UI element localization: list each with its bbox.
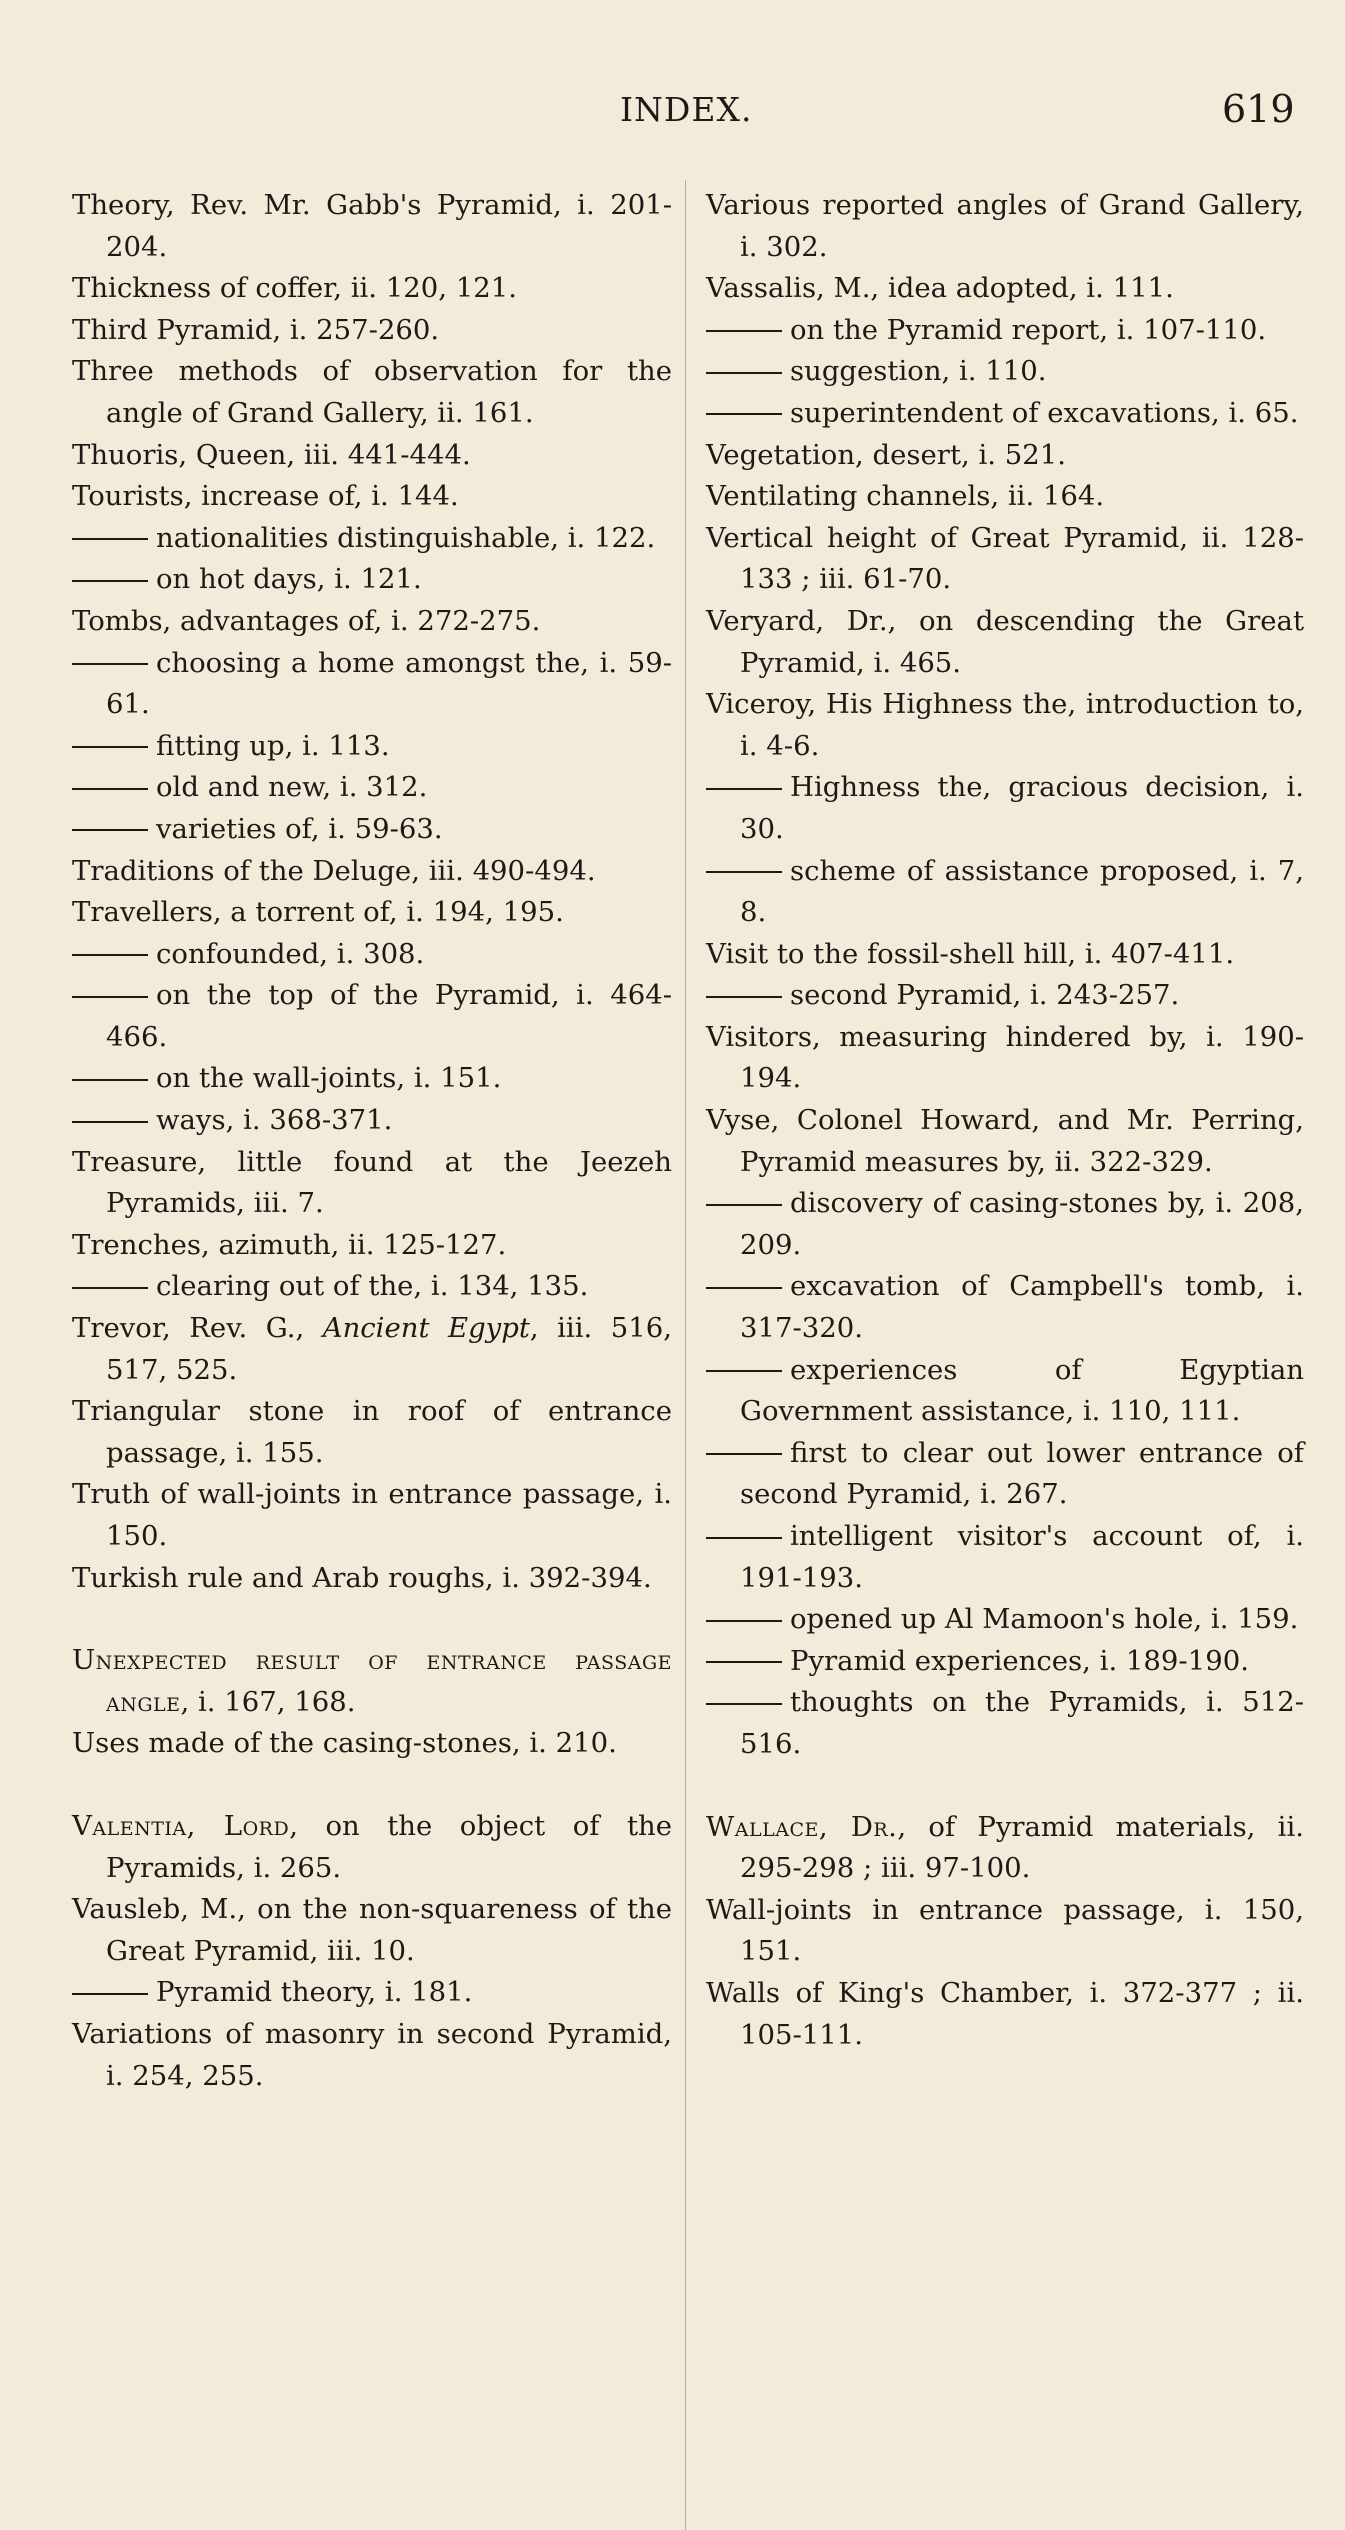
index-subentry — [706, 393, 1304, 435]
index-entry — [706, 1100, 1304, 1183]
entry-text: Pyramid experiences, i. 189-190. — [790, 1644, 1249, 1677]
index-column-left — [72, 185, 672, 2097]
entry-text: Traditions of the Deluge, iii. 490-494. — [72, 854, 596, 887]
entry-text: Pyramid theory, i. 181. — [156, 1976, 473, 2009]
index-entry — [72, 1806, 672, 1889]
running-title: INDEX. — [620, 90, 753, 129]
index-entry — [72, 435, 672, 477]
index-entry — [72, 310, 672, 352]
ditto-dash — [706, 1537, 782, 1539]
page-number: 619 — [1222, 87, 1295, 131]
ditto-dash — [72, 788, 148, 790]
index-entry — [72, 851, 672, 893]
ditto-dash — [706, 330, 782, 332]
index-subentry — [706, 1266, 1304, 1349]
index-subentry — [706, 1183, 1304, 1266]
entry-text: Tombs, advantages of, i. 272-275. — [72, 604, 541, 637]
entry-text: first to clear out lower entrance of second Pyramid, i. 267. — [740, 1436, 1304, 1511]
entry-text: on the wall-joints, i. 151. — [156, 1062, 502, 1095]
entry-text: , of Pyramid materials, ii. 295-298 ; iii. 97-100. — [740, 1810, 1304, 1885]
index-entry — [706, 518, 1304, 601]
index-entry — [72, 185, 672, 268]
entry-title-italic: Ancient Egypt — [322, 1312, 530, 1345]
entry-text: Vyse, Colonel Howard, and Mr. Perring, Pyramid measures by, ii. 322-329. — [706, 1104, 1304, 1178]
ditto-dash — [706, 996, 782, 998]
ditto-dash — [706, 1287, 782, 1289]
index-subentry — [72, 643, 672, 726]
entry-text: Vegetation, desert, i. 521. — [706, 438, 1066, 471]
entry-text: Vertical height of Great Pyramid, ii. 128-133 ; iii. 61-70. — [706, 521, 1304, 596]
index-subentry — [706, 310, 1304, 352]
index-subentry — [706, 975, 1304, 1017]
ditto-dash — [706, 1620, 782, 1622]
index-entry — [72, 1225, 672, 1267]
index-entry — [72, 268, 672, 310]
entry-text: Visit to the fossil-shell hill, i. 407-411. — [706, 937, 1235, 970]
index-subentry — [72, 1100, 672, 1142]
index-subentry — [706, 1682, 1304, 1765]
entry-text: Thickness of coffer, ii. 120, 121. — [72, 272, 517, 305]
index-entry — [72, 601, 672, 643]
index-entry — [72, 1391, 672, 1474]
entry-text: , on the object of the Pyramids, i. 265. — [106, 1809, 672, 1884]
ditto-dash — [706, 413, 782, 415]
entry-text: fitting up, i. 113. — [156, 729, 390, 762]
index-subentry — [706, 1516, 1304, 1599]
entry-text: intelligent visitor's account of, i. 191-193. — [740, 1520, 1304, 1594]
index-subentry — [72, 726, 672, 768]
index-subentry — [72, 809, 672, 851]
index-subentry — [706, 1350, 1304, 1433]
index-entry — [72, 892, 672, 934]
entry-text-after: , iii. 516, 517, 525. — [106, 1312, 672, 1386]
ditto-dash — [706, 1204, 782, 1206]
index-subentry — [72, 1972, 672, 2014]
index-entry — [706, 476, 1304, 518]
column-divider — [685, 180, 686, 2530]
entry-text: old and new, i. 312. — [156, 771, 428, 804]
entry-text: excavation of Campbell's tomb, i. 317-320. — [740, 1270, 1304, 1345]
index-subentry — [72, 975, 672, 1058]
entry-text: second Pyramid, i. 243-257. — [790, 979, 1180, 1012]
entry-heading: Wallace, Dr. — [706, 1810, 898, 1843]
ditto-dash — [72, 996, 148, 998]
index-subentry — [706, 1599, 1304, 1641]
entry-heading: Valentia, Lord — [72, 1809, 290, 1842]
entry-text: Vassalis, M., idea adopted, i. 111. — [706, 272, 1174, 305]
ditto-dash — [72, 1993, 148, 1995]
ditto-dash — [72, 1121, 148, 1123]
index-subentry — [706, 1641, 1304, 1683]
index-entry — [706, 268, 1304, 310]
entry-text: Tourists, increase of, i. 144. — [72, 480, 459, 513]
ditto-dash — [72, 829, 148, 831]
index-entry — [72, 1640, 672, 1723]
index-subentry — [72, 934, 672, 976]
index-entry — [72, 1474, 672, 1557]
index-entry — [706, 601, 1304, 684]
ditto-dash — [72, 746, 148, 748]
ditto-dash — [72, 580, 148, 582]
ditto-dash — [72, 1079, 148, 1081]
index-entry — [706, 934, 1304, 976]
ditto-dash — [706, 1661, 782, 1663]
entry-text: Veryard, Dr., on descending the Great Pyramid, i. 465. — [706, 604, 1304, 679]
index-subentry — [706, 767, 1304, 850]
index-subentry — [72, 767, 672, 809]
entry-text: varieties of, i. 59-63. — [156, 812, 443, 845]
entry-text: Wall-joints in entrance passage, i. 150, 151. — [706, 1893, 1304, 1968]
entry-text: Viceroy, His Highness the, introduction to, i. 4-6. — [706, 688, 1304, 762]
entry-text: , i. 167, 168. — [180, 1685, 356, 1718]
entry-text: Turkish rule and Arab roughs, i. 392-394. — [72, 1561, 652, 1594]
index-entry — [72, 476, 672, 518]
ditto-dash — [72, 663, 148, 665]
entry-text: superintendent of excavations, i. 65. — [790, 396, 1299, 429]
index-subentry — [706, 851, 1304, 934]
entry-text: Various reported angles of Grand Gallery, i. 302. — [706, 189, 1304, 263]
ditto-dash — [706, 372, 782, 374]
index-entry — [72, 1142, 672, 1225]
index-subentry — [72, 518, 672, 560]
entry-text: Three methods of observation for the angle of Grand Gallery, ii. 161. — [72, 355, 672, 429]
index-entry — [72, 1723, 672, 1765]
entry-text: on hot days, i. 121. — [156, 563, 422, 596]
ditto-dash — [706, 1453, 782, 1455]
index-entry — [706, 1973, 1304, 2056]
entry-text: opened up Al Mamoon's hole, i. 159. — [790, 1603, 1299, 1636]
entry-text: clearing out of the, i. 134, 135. — [156, 1270, 589, 1303]
index-entry — [72, 351, 672, 434]
index-entry — [72, 1308, 672, 1391]
entry-text: Theory, Rev. Mr. Gabb's Pyramid, i. 201-204. — [72, 189, 672, 263]
index-subentry — [72, 1058, 672, 1100]
entry-text: choosing a home amongst the, i. 59-61. — [106, 646, 672, 721]
ditto-dash — [72, 954, 148, 956]
entry-text: scheme of assistance proposed, i. 7, 8. — [740, 854, 1304, 929]
index-entry — [706, 435, 1304, 477]
entry-text: ways, i. 368-371. — [156, 1104, 393, 1137]
entry-text: suggestion, i. 110. — [790, 355, 1047, 388]
entry-text: confounded, i. 308. — [156, 937, 425, 970]
index-entry — [72, 2014, 672, 2097]
index-column-right — [706, 185, 1304, 2056]
ditto-dash — [706, 871, 782, 873]
entry-text: on the Pyramid report, i. 107-110. — [790, 313, 1267, 346]
ditto-dash — [706, 788, 782, 790]
index-entry — [72, 1558, 672, 1600]
entry-text: Ventilating channels, ii. 164. — [706, 480, 1105, 513]
entry-text: thoughts on the Pyramids, i. 512-516. — [740, 1686, 1304, 1760]
entry-text: Walls of King's Chamber, i. 372-377 ; ii. 105-111. — [706, 1976, 1304, 2051]
index-entry — [706, 1807, 1304, 1890]
entry-text: Truth of wall-joints in entrance passage, i. 150. — [72, 1478, 672, 1552]
index-subentry — [72, 1266, 672, 1308]
ditto-dash — [706, 1703, 782, 1705]
entry-text: Travellers, a torrent of, i. 194, 195. — [72, 896, 564, 929]
entry-text: Trenches, azimuth, ii. 125-127. — [72, 1228, 507, 1261]
page-header — [0, 87, 1345, 140]
entry-text: Third Pyramid, i. 257-260. — [72, 313, 440, 346]
index-subentry — [706, 351, 1304, 393]
ditto-dash — [72, 538, 148, 540]
entry-text: Vausleb, M., on the non-squareness of the Great Pyramid, iii. 10. — [72, 1893, 672, 1967]
entry-text: experiences of Egyptian Government assistance, i. 110, 111. — [740, 1353, 1304, 1428]
index-subentry — [72, 559, 672, 601]
index-entry — [706, 1890, 1304, 1973]
index-entry — [706, 1017, 1304, 1100]
entry-text: discovery of casing-stones by, i. 208, 209. — [740, 1187, 1304, 1261]
entry-text: Uses made of the casing-stones, i. 210. — [72, 1727, 617, 1760]
entry-text: nationalities distinguishable, i. 122. — [156, 521, 656, 554]
ditto-dash — [72, 1287, 148, 1289]
entry-text: on the top of the Pyramid, i. 464-466. — [106, 979, 672, 1053]
entry-heading: Unexpected result of entrance passage angle — [72, 1644, 672, 1718]
entry-text: Triangular stone in roof of entrance passage, i. 155. — [72, 1395, 672, 1469]
ditto-dash — [706, 1370, 782, 1372]
entry-text: Trevor, Rev. G., — [72, 1312, 323, 1345]
entry-text: Visitors, measuring hindered by, i. 190-194. — [706, 1020, 1304, 1095]
index-entry — [72, 1889, 672, 1972]
index-entry — [706, 185, 1304, 268]
entry-text: Treasure, little found at the Jeezeh Pyramids, iii. 7. — [72, 1145, 672, 1220]
index-subentry — [706, 1433, 1304, 1516]
entry-text: Variations of masonry in second Pyramid, i. 254, 255. — [72, 2017, 672, 2092]
entry-text: Highness the, gracious decision, i. 30. — [740, 771, 1304, 845]
entry-text: Thuoris, Queen, iii. 441-444. — [72, 438, 471, 471]
index-entry — [706, 684, 1304, 767]
